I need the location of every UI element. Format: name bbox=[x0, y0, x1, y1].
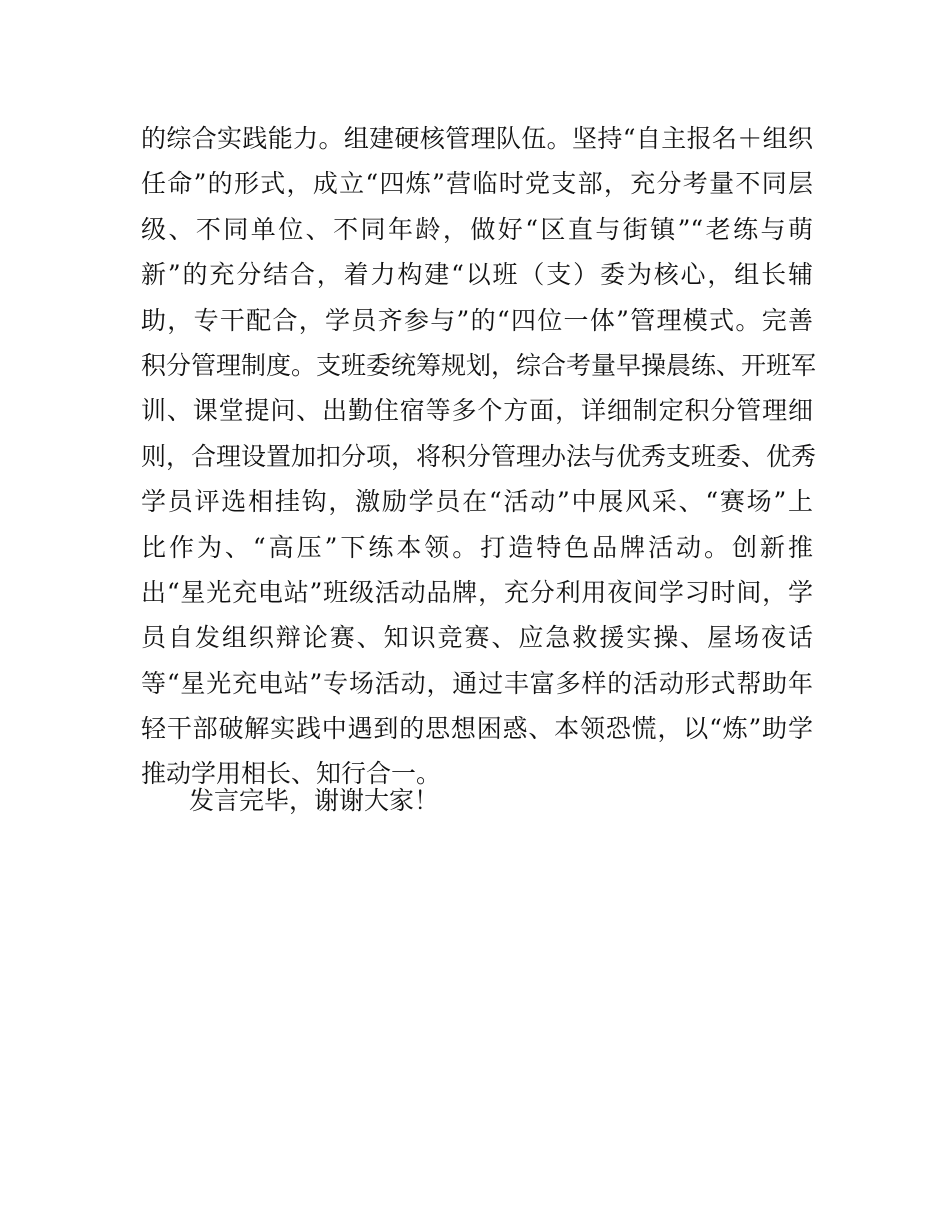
paragraph-line: 任命”的形式，成立“四炼”营临时党支部，充分考量不同层 bbox=[141, 169, 813, 199]
paragraph-line: 学员评选相挂钩，激励学员在“活动”中展风采、“赛场”上 bbox=[141, 487, 813, 517]
paragraph-line: 训、课堂提问、出勤住宿等多个方面，详细制定积分管理细 bbox=[141, 396, 813, 426]
paragraph-line: 的综合实践能力。组建硬核管理队伍。坚持“自主报名＋组织 bbox=[141, 124, 813, 153]
paragraph-line: 助，专干配合，学员齐参与”的“四位一体”管理模式。完善 bbox=[141, 305, 813, 335]
paragraph-line: 等“星光充电站”专场活动，通过丰富多样的活动形式帮助年 bbox=[141, 668, 813, 698]
paragraph-line: 积分管理制度。支班委统筹规划，综合考量早操晨练、开班军 bbox=[141, 350, 817, 380]
paragraph-line: 新”的充分结合，着力构建“以班（支）委为核心，组长辅 bbox=[141, 260, 813, 290]
paragraph-line: 级、不同单位、不同年龄，做好“区直与街镇”“老练与萌 bbox=[141, 214, 813, 244]
paragraph-line: 推动学用相长、知行合一。 bbox=[141, 759, 442, 789]
paragraph-line: 出“星光充电站”班级活动品牌，充分利用夜间学习时间，学 bbox=[141, 577, 813, 607]
paragraph-line: 员自发组织辩论赛、知识竞赛、应急救援实操、屋场夜话 bbox=[141, 623, 813, 653]
paragraph-line: 轻干部破解实践中遇到的思想困惑、本领恐慌，以“炼”助学 bbox=[141, 714, 813, 744]
paragraph-line: 则，合理设置加扣分项，将积分管理办法与优秀支班委、优秀 bbox=[141, 441, 817, 471]
body-paragraph bbox=[141, 116, 817, 797]
closing-remark: 发言完毕，谢谢大家！ bbox=[189, 786, 440, 815]
paragraph-line: 比作为、“高压”下练本领。打造特色品牌活动。创新推 bbox=[141, 532, 813, 562]
